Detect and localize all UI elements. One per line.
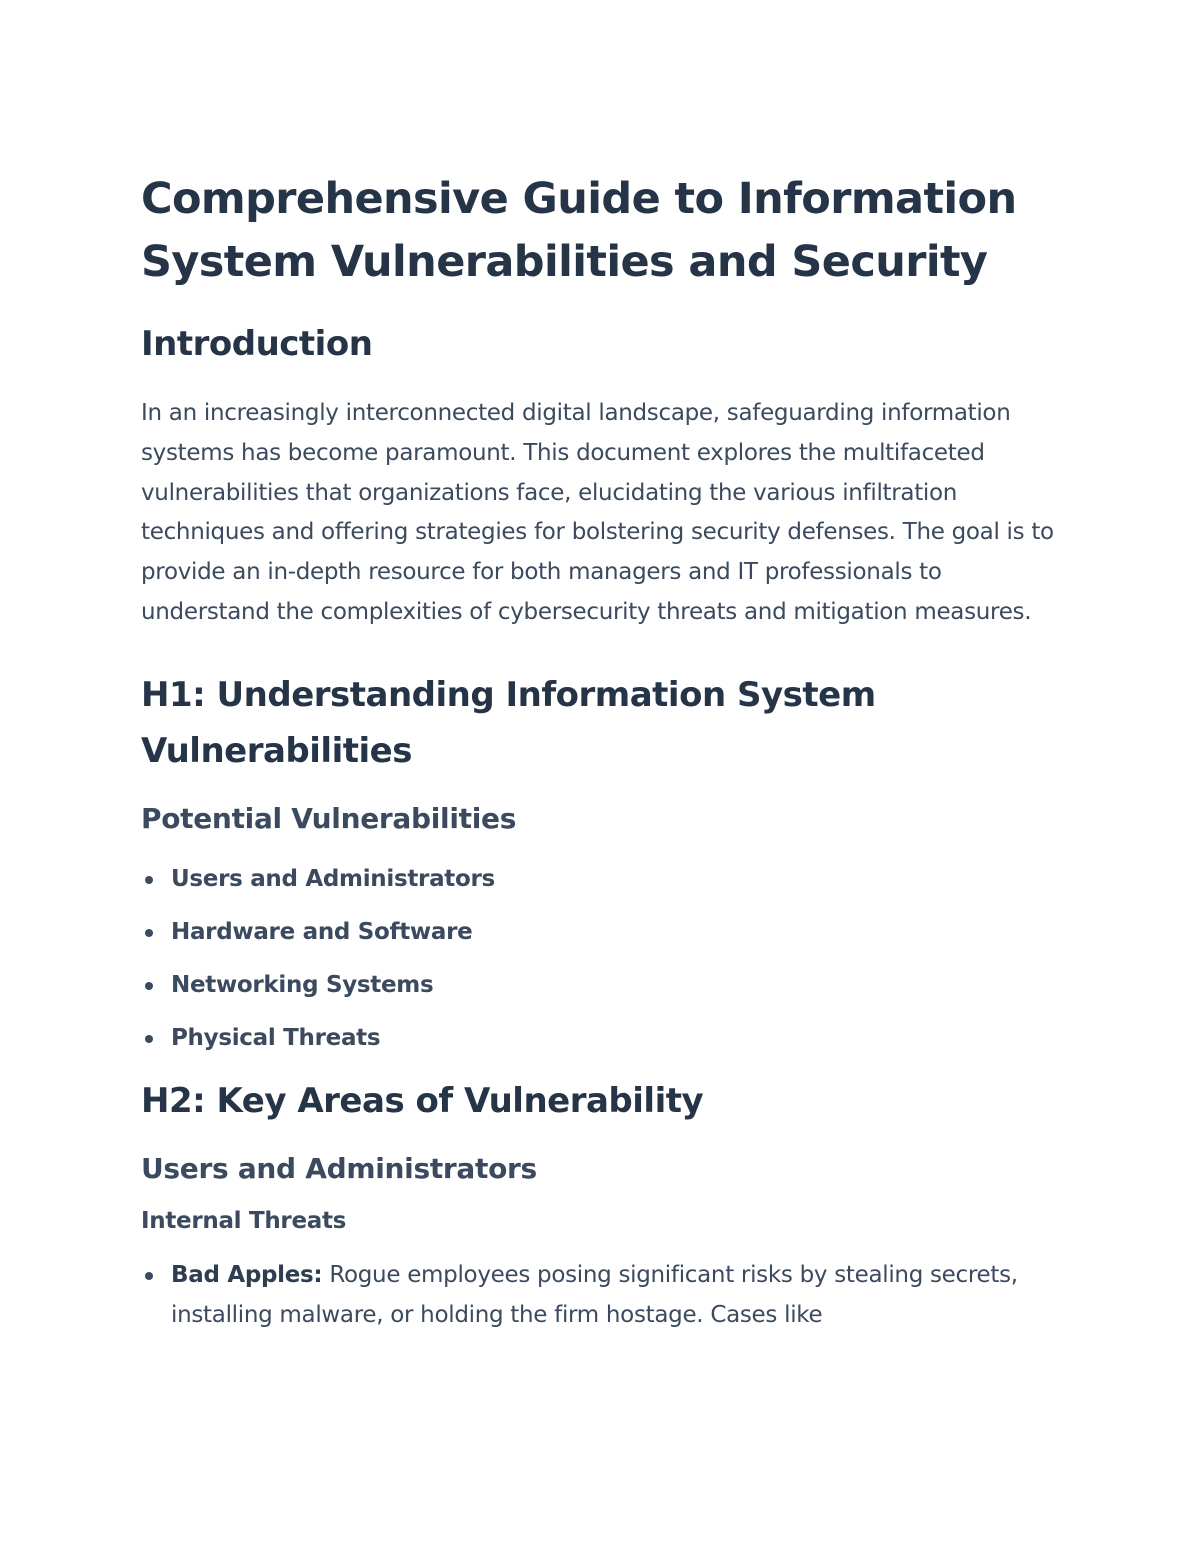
internal-threats-heading: Internal Threats	[141, 1207, 347, 1234]
list-item	[141, 1255, 1060, 1335]
list-item: Hardware and Software	[141, 912, 1060, 952]
list-item: Networking Systems	[141, 965, 1060, 1005]
internal-threats-list	[141, 1255, 1060, 1335]
users-administrators-subheading: Users and Administrators	[141, 1151, 537, 1185]
list-item: Physical Threats	[141, 1018, 1060, 1058]
potential-vulnerabilities-list	[141, 859, 1060, 1058]
document-title: Comprehensive Guide to Information System Vulnerabilities and Security	[141, 174, 1017, 287]
potential-vulnerabilities-subheading: Potential Vulnerabilities	[141, 801, 517, 835]
list-item: Users and Administrators	[141, 859, 1060, 899]
bad-apples-term: Bad Apples:	[171, 1261, 323, 1288]
h2-section-heading: H2: Key Areas of Vulnerability	[141, 1080, 704, 1121]
introduction-paragraph: In an increasingly interconnected digital landscape, safeguarding information systems has become paramount. This document explores the multifaceted vulnerabilities that organizations face, elucidating the various infiltration techniques and offering strategies for bolstering security defenses. The goal is to provide an in-depth resource for both managers and IT professionals to understand the complexities of cybersecurity threats and mitigation measures.	[141, 400, 1054, 625]
h1-section-heading: H1: Understanding Information System Vulnerabilities	[141, 674, 876, 771]
bad-apples-description: Rogue employees posing significant risks by stealing secrets, installing malware, or holding the firm hostage. Cases like	[171, 1261, 1018, 1328]
introduction-heading: Introduction	[141, 324, 373, 364]
